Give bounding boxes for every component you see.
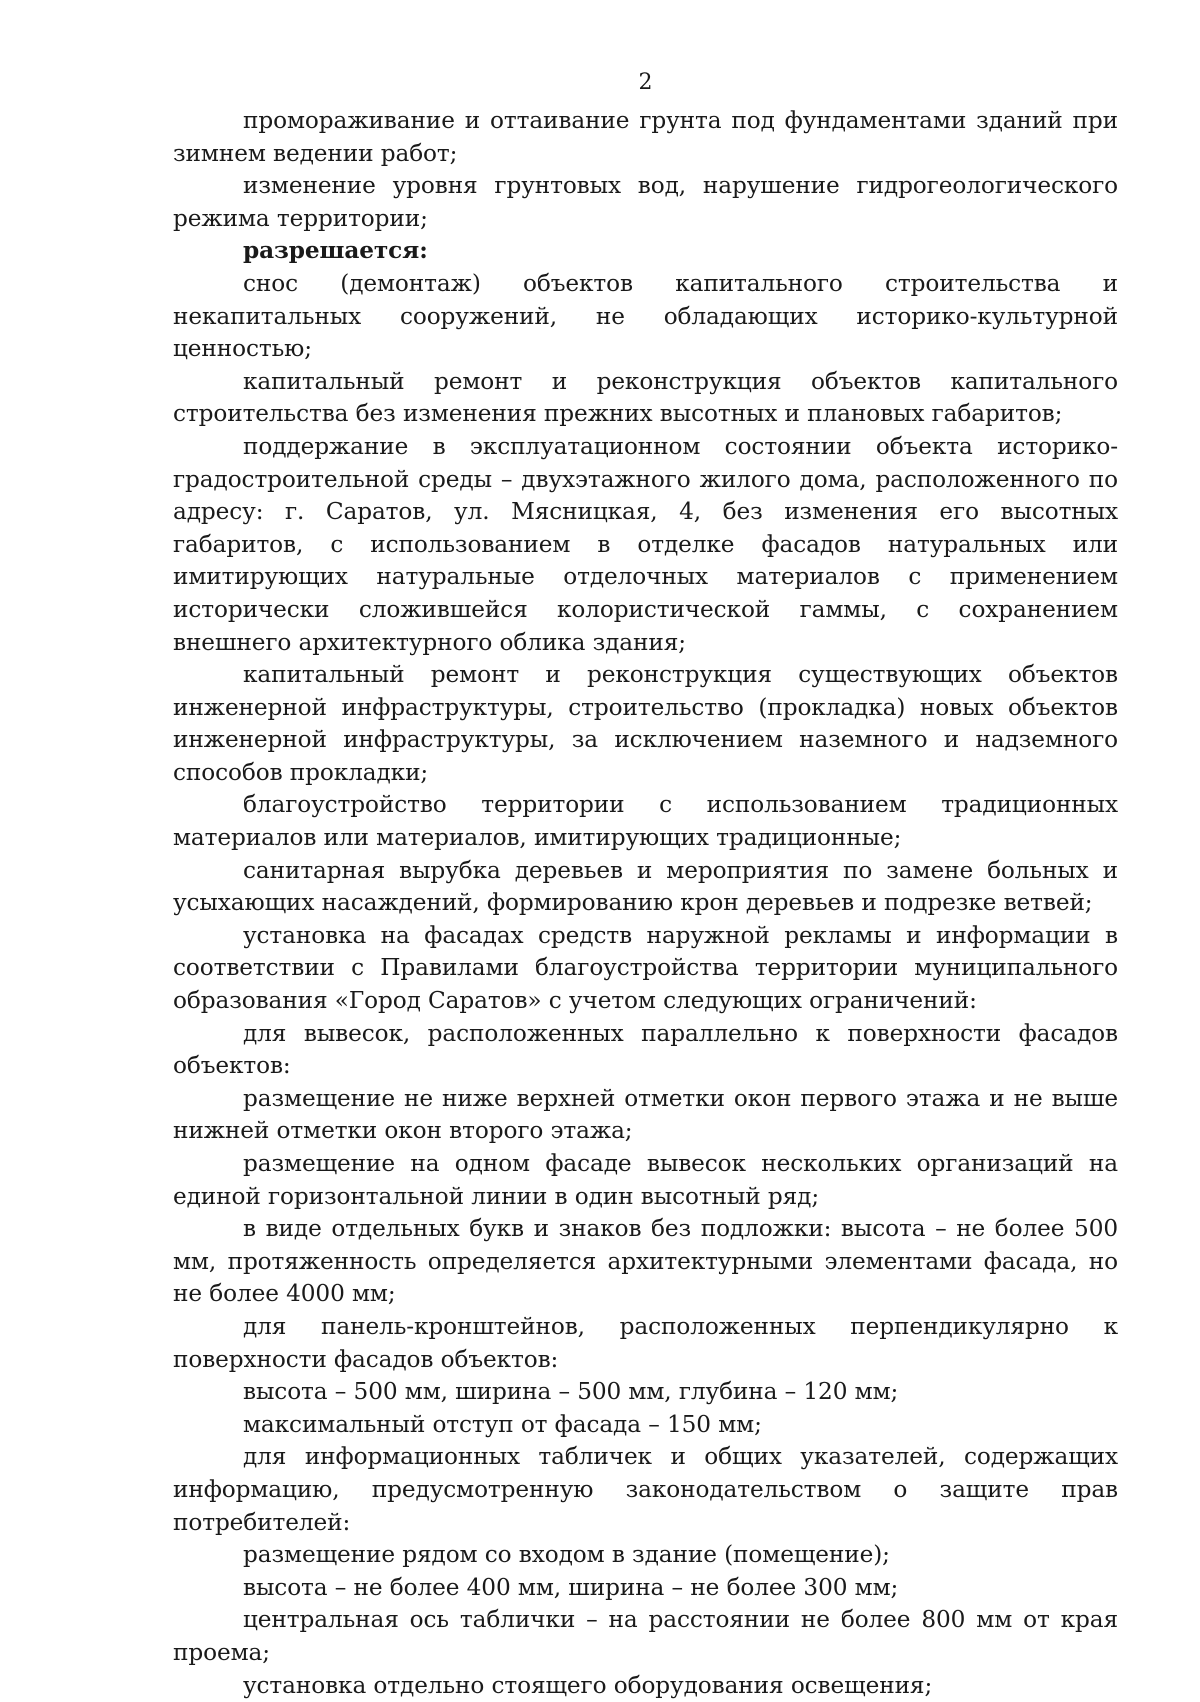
paragraph: для информационных табличек и общих указателей, содержащих информацию, предусмотренную законодательством о защите прав потребителей: [173, 1441, 1118, 1539]
paragraph: снос (демонтаж) объектов капитального строительства и некапитальных сооружений, не обладающих историко-культурной ценностью; [173, 268, 1118, 366]
paragraph: в виде отдельных букв и знаков без подложки: высота – не более 500 мм, протяженность определяется архитектурными элементами фасада, но не более 4000 мм; [173, 1213, 1118, 1311]
document-body [173, 105, 1118, 1702]
paragraph: капитальный ремонт и реконструкция существующих объектов инженерной инфраструктуры, строительство (прокладка) новых объектов инженерной инфраструктуры, за исключением наземного и надземного способов прокладки; [173, 659, 1118, 789]
paragraph: размещение не ниже верхней отметки окон первого этажа и не выше нижней отметки окон второго этажа; [173, 1083, 1118, 1148]
paragraph: для панель-кронштейнов, расположенных перпендикулярно к поверхности фасадов объектов: [173, 1311, 1118, 1376]
paragraph: установка на фасадах средств наружной рекламы и информации в соответствии с Правилами благоустройства территории муниципального образования «Город Саратов» с учетом следующих ограничений: [173, 920, 1118, 1018]
paragraph: капитальный ремонт и реконструкция объектов капитального строительства без изменения прежних высотных и плановых габаритов; [173, 366, 1118, 431]
paragraph: промораживание и оттаивание грунта под фундаментами зданий при зимнем ведении работ; [173, 105, 1118, 170]
paragraph: благоустройство территории с использованием традиционных материалов или материалов, имитирующих традиционные; [173, 789, 1118, 854]
paragraph: центральная ось таблички – на расстоянии не более 800 мм от края проема; [173, 1604, 1118, 1669]
paragraph: высота – не более 400 мм, ширина – не более 300 мм; [173, 1572, 1118, 1605]
page-number: 2 [173, 70, 1118, 95]
paragraph: изменение уровня грунтовых вод, нарушение гидрогеологического режима территории; [173, 170, 1118, 235]
paragraph: размещение на одном фасаде вывесок нескольких организаций на единой горизонтальной линии в один высотный ряд; [173, 1148, 1118, 1213]
paragraph: для вывесок, расположенных параллельно к поверхности фасадов объектов: [173, 1018, 1118, 1083]
paragraph: максимальный отступ от фасада – 150 мм; [173, 1409, 1118, 1442]
paragraph: размещение рядом со входом в здание (помещение); [173, 1539, 1118, 1572]
paragraph: поддержание в эксплуатационном состоянии объекта историко-градостроительной среды – двухэтажного жилого дома, расположенного по адресу: г. Саратов, ул. Мясницкая, 4, без изменения его высотных габаритов, с использованием в отделке фасадов натуральных или имитирующих натуральные отделочных материалов с применением исторически сложившейся колористической гаммы, с сохранением внешнего архитектурного облика здания; [173, 431, 1118, 659]
section-heading: разрешается: [173, 235, 1118, 268]
paragraph: высота – 500 мм, ширина – 500 мм, глубина – 120 мм; [173, 1376, 1118, 1409]
paragraph: установка отдельно стоящего оборудования освещения; [173, 1670, 1118, 1702]
paragraph: санитарная вырубка деревьев и мероприятия по замене больных и усыхающих насаждений, формированию крон деревьев и подрезке ветвей; [173, 855, 1118, 920]
